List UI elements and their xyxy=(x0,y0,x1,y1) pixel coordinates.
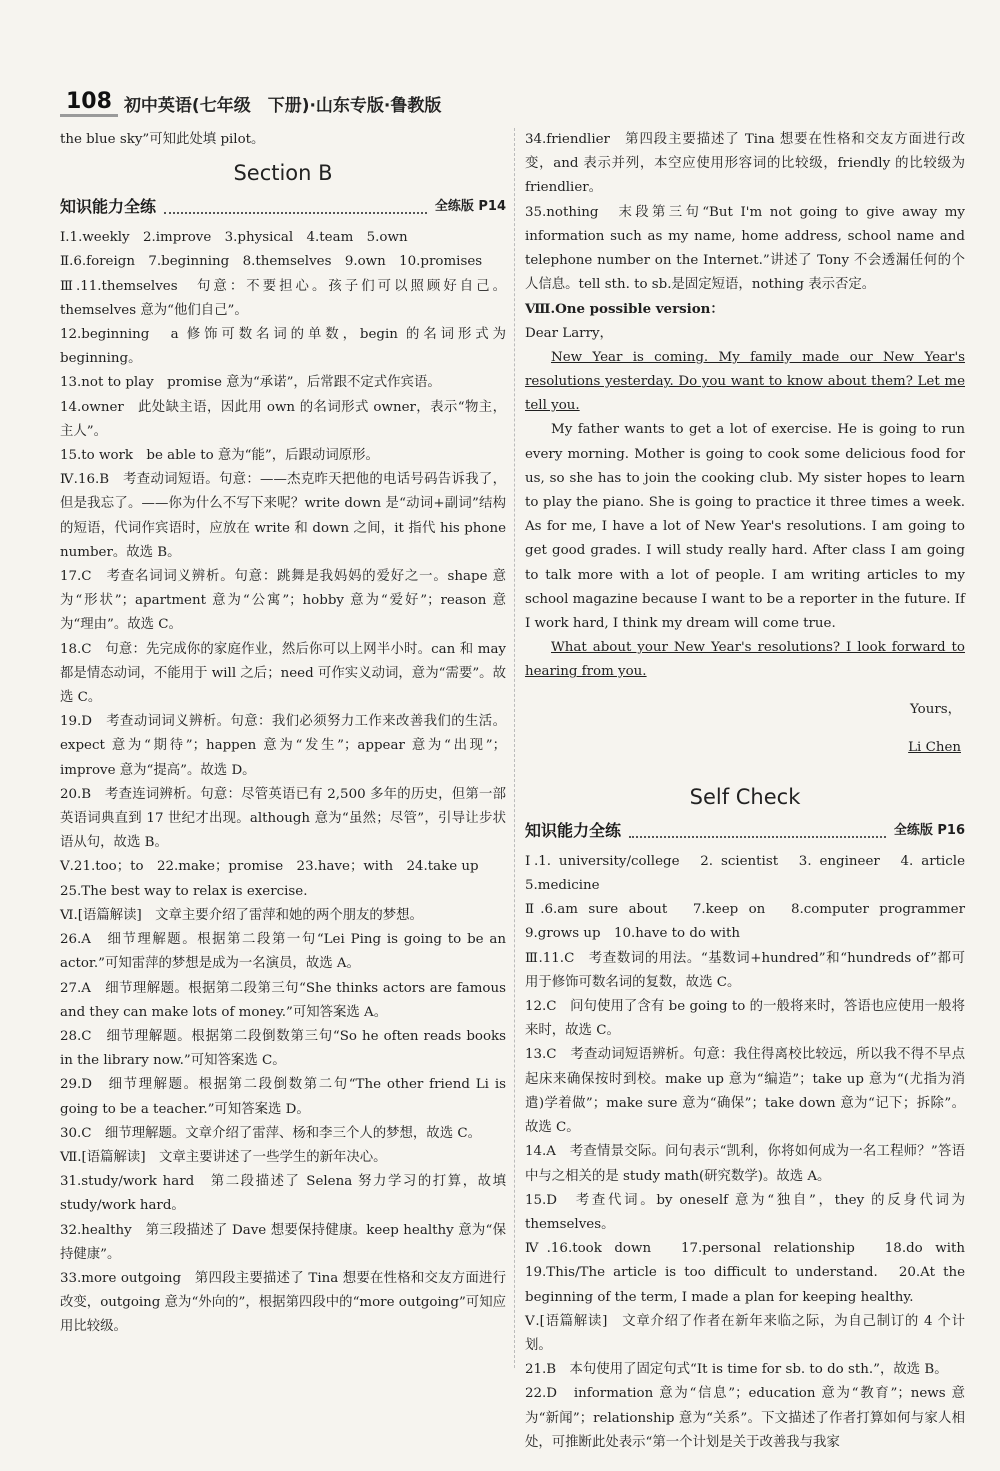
section-bar xyxy=(525,818,965,844)
answer-item: Ⅱ.6.foreign 7.beginning 8.themselves 9.own 10.promises xyxy=(60,254,483,270)
carry-over-line: the blue sky”可知此处填 pilot。 xyxy=(60,132,265,147)
answer-item: 13.C 考查动词短语辨析。句意：我住得离校比较远，所以我不得不早点起床来确保按时到校。make up 意为“编造”；take up 意为“(尤指为消遣)学着做”；make sure 意为“确保”；take down 意为“记下；拆除”。故选 C。 xyxy=(525,1047,965,1136)
answer-item: 21.B 本句使用了固定句式“It is time for sb. to do sth.”，故选 B。 xyxy=(525,1362,948,1378)
answer-item: Ⅳ.16.took down 17.personal relationship 18.do with 19.This/The article is too difficult to understand. 20.At the beginning of the term, I made a plan for keeping healthy. xyxy=(525,1241,979,1305)
answer-item: 30.C 细节理解题。文章介绍了雷萍、杨和李三个人的梦想，故选 C。 xyxy=(60,1125,481,1141)
answer-item: 15.to work be able to 意为“能”，后跟动词原形。 xyxy=(60,448,379,464)
answer-item: 18.C 句意：先完成你的家庭作业，然后你可以上网半小时。can 和 may 都是情态动词，不能用于 will 之后；need 可作实义动词，意为“需要”。故选 C。 xyxy=(60,641,506,706)
answer-item: 20.B 考查连词辨析。句意：尽管英语已有 2,500 多年的历史，但第一部英语词典直到 17 世纪才出现。although 意为“虽然；尽管”，引导让步状语从句，故选 B。 xyxy=(60,786,506,851)
answer-item: 12.beginning a 修饰可数名词的单数，begin 的名词形式为 beginning。 xyxy=(60,327,506,367)
answer-item: 17.C 考查名词词义辨析。句意：跳舞是我妈妈的爱好之一。shape 意为“形状”；apartment 意为“公寓”；hobby 意为“爱好”；reason 意为“理由”。故选 C。 xyxy=(60,569,506,633)
letter-signature: Li Chen xyxy=(908,739,961,755)
answer-item: 33.more outgoing 第四段主要描述了 Tina 想要在性格和交友方面进行改变，outgoing 意为“外向的”，根据第四段中的“more outgoing”可知应用比较级。 xyxy=(60,1270,506,1335)
letter-paragraph: My father wants to get a lot of exercise. He is going to run every morning. Mother is going to cook some delicious food for us, so she has to join the cooking club. My sister hopes to learn to play the piano. She is going to practice it three times a week. As for me, I have a lot of New Year's resolutions. I am going to get good grades. I will study really hard. After class I am going to talk more with a lot of people. I am writing articles to my school magazine because I want to be a reporter in the future. If I work hard, I think my dream will come true. xyxy=(525,422,965,632)
answer-item: 14.owner 此处缺主语，因此用 own 的名词形式 owner，表示“物主，主人”。 xyxy=(60,399,506,439)
bar-title: 知识能力全练 xyxy=(525,820,622,840)
answer-item: 35.nothing 末段第三句“But I'm not going to give away my information such as my name, home address, school name and telephone number on the Internet.”讲述了 Tony 不会透漏任何的个人信息。tell sth. to sb.是固定短语，nothing 表示否定。 xyxy=(525,204,965,293)
answer-item: 27.A 细节理解题。根据第二段第三句“She thinks actors are famous and they can make lots of money.”可知答案选 A。 xyxy=(60,980,506,1020)
answer-item: 12.C 问句使用了含有 be going to 的一般将来时，答语也应使用一般将来时，故选 C。 xyxy=(525,999,965,1039)
answer-item: Ⅲ.11.C 考查数词的用法。“基数词+hundred”和“hundreds of”都可用于修饰可数名词的复数，故选 C。 xyxy=(525,950,965,990)
answer-item: 28.C 细节理解题。根据第二段倒数第三句“So he often reads books in the library now.”可知答案选 C。 xyxy=(60,1028,506,1069)
answer-item: Ⅴ.[语篇解读] 文章介绍了作者在新年来临之际，为自己制订的 4 个计划。 xyxy=(525,1313,965,1353)
self-check-title: Self Check xyxy=(689,784,801,809)
bar-title: 知识能力全练 xyxy=(60,197,157,217)
writing-label: Ⅷ.One possible version： xyxy=(525,301,724,318)
dotted-leader xyxy=(164,200,427,214)
answer-item: Ⅰ.1.weekly 2.improve 3.physical 4.team 5.own xyxy=(60,230,408,246)
answer-item: Ⅰ.1. university/college 2. scientist 3. engineer 4. article 5.medicine xyxy=(525,853,979,894)
dotted-leader xyxy=(629,824,886,838)
answer-item: Ⅶ.[语篇解读] 文章主要讲述了一些学生的新年决心。 xyxy=(60,1149,387,1165)
answer-item: 31.study/work hard 第二段描述了 Selena 努力学习的打算，故填 study/work hard。 xyxy=(60,1174,506,1214)
answer-item: Ⅱ.6.am sure about 7.keep on 8.computer programmer 9.grows up 10.have to do with xyxy=(525,902,979,942)
letter-paragraph: What about your New Year's resolutions? I look forward to hearing from you. xyxy=(525,640,965,680)
answer-item: Ⅳ.16.B 考查动词短语。句意：——杰克昨天把他的电话号码告诉我了，但是我忘了。——你为什么不写下来呢？write down 是“动词+副词”结构的短语，代词作宾语时，应放在 write 和 down 之间，it 指代 his phone number。故选 B。 xyxy=(60,472,506,560)
letter-greeting: Dear Larry， xyxy=(525,325,613,341)
answer-item: 34.friendlier 第四段主要描述了 Tina 想要在性格和交友方面进行改变，and 表示并列，本空应使用形容词的比较级，friendly 的比较级为 friendlier。 xyxy=(525,132,965,196)
answer-item: 32.healthy 第三段描述了 Dave 想要保持健康。keep healthy 意为“保持健康”。 xyxy=(60,1222,506,1262)
answer-item: 14.A 考查情景交际。问句表示“凯利，你将如何成为一名工程师？”答语中与之相关的是 study math(研究数学)。故选 A。 xyxy=(525,1144,965,1184)
right-column xyxy=(525,128,979,1455)
bar-reference: 全练版 P16 xyxy=(893,822,965,838)
letter-closing: Yours， xyxy=(909,702,961,718)
answer-item: 29.D 细节理解题。根据第二段倒数第二句“The other friend Li is going to be a teacher.”可知答案选 D。 xyxy=(60,1077,506,1117)
answer-item: 22.D information 意为“信息”；education 意为“教育”；news 意为“新闻”；relationship 意为“关系”。下文描述了作者打算如何与家人相处，可推断此处表示“第一个计划是关于改善我与我家 xyxy=(525,1386,965,1450)
section-b-title: Section B xyxy=(233,161,333,186)
answer-item: 26.A 细节理解题。根据第二段第一句“Lei Ping is going to be an actor.”可知雷萍的梦想是成为一名演员，故选 A。 xyxy=(60,932,506,972)
answer-item: 25.The best way to relax is exercise. xyxy=(60,883,308,899)
answer-item: Ⅵ.[语篇解读] 文章主要介绍了雷萍和她的两个朋友的梦想。 xyxy=(60,907,423,923)
answer-item: 19.D 考查动词词义辨析。句意：我们必须努力工作来改善我们的生活。expect 意为“期待”；happen 意为“发生”；appear 意为“出现”；improve 意为“提高”。故选 D。 xyxy=(60,714,506,778)
page-header xyxy=(60,88,441,118)
left-column xyxy=(60,128,506,1340)
answer-item: 15.D 考查代词。by oneself 意为“独自”，they 的反身代词为 themselves。 xyxy=(525,1192,965,1232)
book-title: 初中英语(七年级 下册)·山东专版·鲁教版 xyxy=(123,95,442,116)
column-divider xyxy=(514,128,515,1368)
bar-reference: 全练版 P14 xyxy=(434,199,506,215)
page-number: 108 xyxy=(60,89,118,117)
letter-paragraph: New Year is coming. My family made our New Year's resolutions yesterday. Do you want to know about them? Let me tell you. xyxy=(525,349,965,414)
section-bar xyxy=(60,194,506,220)
answer-item: Ⅴ.21.too；to 22.make；promise 23.have；with 24.take up xyxy=(60,859,479,875)
answer-item: Ⅲ.11.themselves 句意：不要担心。孩子们可以照顾好自己。themselves 意为“他们自己”。 xyxy=(60,278,506,318)
answer-item: 13.not to play promise 意为“承诺”，后常跟不定式作宾语。 xyxy=(60,375,441,391)
